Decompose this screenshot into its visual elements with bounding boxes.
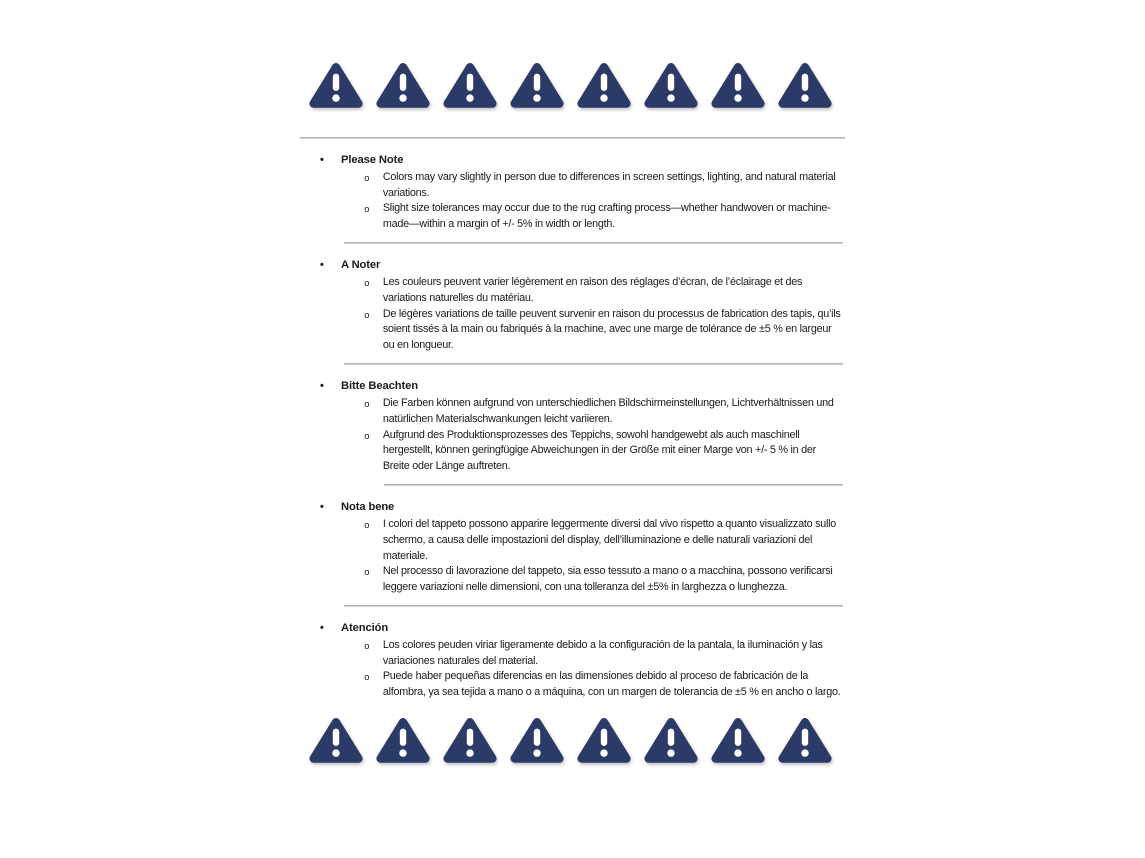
section-heading-row (320, 621, 845, 636)
warning-triangle-icon (309, 60, 363, 110)
section-heading-row (320, 500, 845, 515)
note-text: Nel processo di lavorazione del tappeto, sia esso tessuto a mano o a macchina, possono verificarsi leggere variazioni nelle dimensioni, con una tolleranza del ±5% in larghezza o lunghezza. (382, 565, 833, 593)
warning-triangle-icon (443, 715, 497, 765)
note-text: Puede haber pequeñas diferencias en las dimensiones debido al proceso de fabricación de la alfombra, ya sea tejida a mano o a máquina, con un margen de tolerancia de ±5 % en ancho o largo. (382, 670, 841, 699)
top-divider (300, 137, 845, 139)
warning-triangle-icon (577, 715, 631, 765)
circle-bullet-icon: o (364, 567, 370, 579)
bullet-icon: • (320, 154, 324, 166)
circle-bullet-icon: o (364, 173, 370, 184)
circle-bullet-icon: o (364, 278, 370, 290)
note-item (364, 564, 845, 595)
warning-row-top (309, 60, 845, 110)
section-atencion (300, 621, 845, 700)
note-item (364, 517, 845, 564)
note-item (364, 396, 845, 427)
circle-bullet-icon: o (364, 430, 370, 442)
note-text: I colori del tappeto possono apparire leggermente diversi dal vivo rispetto a quanto visualizzato sullo schermo, a causa delle impostazioni del display, dell’illuminazione e delle naturali variazioni del materiale. (382, 518, 837, 562)
warning-triangle-icon (778, 60, 832, 110)
section-a-noter (300, 258, 845, 353)
warning-triangle-icon (644, 715, 698, 765)
circle-bullet-icon: o (364, 672, 370, 684)
note-text: Die Farben können aufgrund von unterschiedlichen Bildschirmeinstellungen, Lichtverhältnissen und natürlichen Materialschwankungen leicht variieren. (382, 397, 834, 425)
circle-bullet-icon: o (364, 641, 370, 653)
bullet-icon: • (320, 622, 324, 635)
section-heading-row (320, 379, 845, 394)
section-heading: Nota bene (341, 501, 395, 514)
warning-triangle-icon (711, 715, 765, 765)
warning-triangle-icon (376, 715, 430, 765)
bullet-icon: • (320, 501, 324, 514)
warning-triangle-icon (376, 60, 430, 110)
warning-triangle-icon (577, 60, 631, 110)
circle-bullet-icon: o (364, 520, 370, 532)
note-item (364, 669, 845, 700)
bullet-icon: • (320, 259, 324, 272)
section-divider (344, 363, 843, 365)
section-heading: A Noter (341, 259, 381, 272)
section-heading-row (320, 153, 845, 168)
section-divider (384, 484, 843, 486)
section-bitte-beachten (300, 379, 845, 474)
circle-bullet-icon: o (364, 309, 370, 321)
section-nota-bene (300, 500, 845, 595)
section-please-note (300, 153, 845, 232)
note-item (364, 307, 845, 354)
warning-triangle-icon (711, 60, 765, 110)
section-divider (344, 605, 843, 607)
note-text: Slight size tolerances may occur due to the rug crafting process—whether handwoven or machine-made—within a margin of +/- 5% in width or length. (382, 202, 831, 230)
note-item (364, 638, 845, 669)
note-text: De légères variations de taille peuvent survenir en raison du processus de fabrication des tapis, qu’ils soient tissés à la main ou fabriqués à la machine, avec une marge de tolérance de ±5 % en largeur ou en longueur. (382, 307, 841, 351)
section-divider (344, 242, 843, 244)
note-text: Les couleurs peuvent varier légèrement en raison des réglages d’écran, de l’éclairage et des variations naturelles du matériau. (382, 276, 803, 304)
section-heading: Please Note (341, 154, 404, 166)
bullet-icon: • (320, 380, 324, 393)
note-text: Los colores peuden viriar ligeramente debido a la configuración de la pantala, la iluminación y las variaciones naturales del material. (382, 639, 823, 667)
section-heading: Atención (341, 622, 389, 635)
document-body (300, 0, 845, 765)
warning-triangle-icon (778, 715, 832, 765)
circle-bullet-icon: o (364, 399, 370, 411)
note-item (364, 201, 845, 232)
warning-triangle-icon (510, 60, 564, 110)
warning-triangle-icon (443, 60, 497, 110)
warning-triangle-icon (510, 715, 564, 765)
note-item (364, 170, 845, 201)
warning-triangle-icon (644, 60, 698, 110)
warning-row-bottom (309, 715, 845, 765)
circle-bullet-icon: o (364, 204, 370, 216)
note-text: Colors may vary slightly in person due to differences in screen settings, lighting, and natural material variations. (382, 171, 836, 199)
note-item (364, 428, 845, 475)
section-heading-row (320, 258, 845, 273)
note-text: Aufgrund des Produktionsprozesses des Teppichs, sowohl handgewebt als auch maschinell hergestellt, können geringfügige Abweichungen in der Größe mit einer Marge von +/- 5 % in der Breite oder Länge auftreten. (382, 428, 817, 472)
note-item (364, 275, 845, 306)
warning-triangle-icon (309, 715, 363, 765)
section-heading: Bitte Beachten (341, 380, 418, 393)
